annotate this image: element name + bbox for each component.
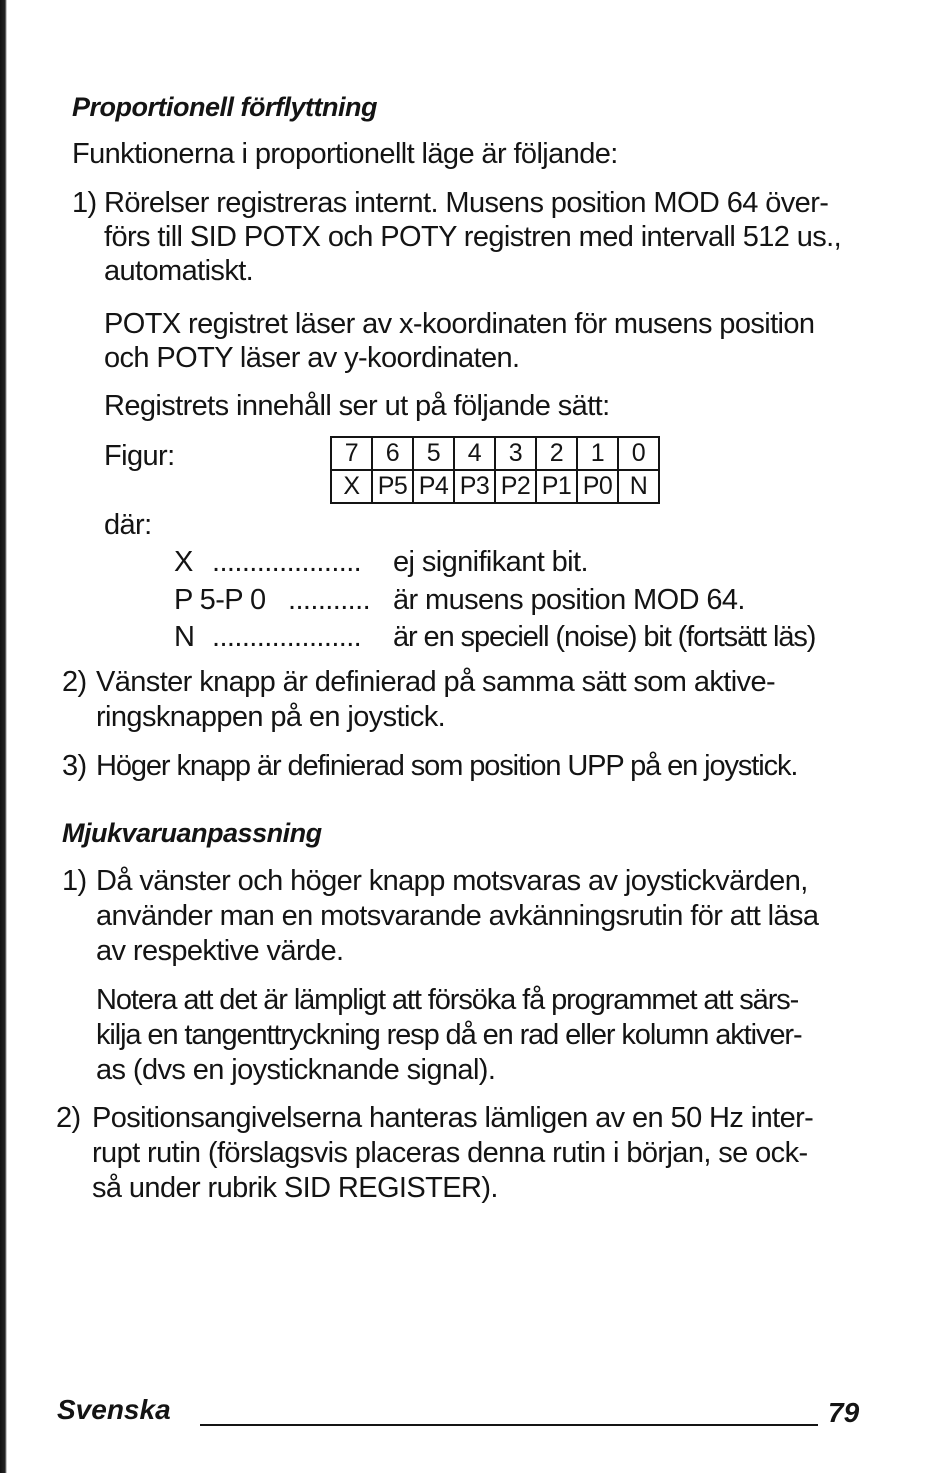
bit-name-cell: P0	[577, 470, 618, 503]
paragraph-line: Notera att det är lämpligt att försöka få programmet att särs-	[96, 984, 799, 1016]
paragraph-line: Höger knapp är definierad som position UPP på en joystick.	[96, 750, 798, 782]
paragraph-line: förs till SID POTX och POTY registren med intervall 512 us.,	[104, 221, 842, 253]
footer-rule	[200, 1424, 818, 1426]
definition-desc: är en speciell (noise) bit (fortsätt läs)	[393, 621, 816, 653]
register-bit-table	[330, 436, 660, 504]
paragraph-line: och POTY läser av y-koordinaten.	[104, 342, 520, 374]
item-number: 1)	[62, 865, 87, 897]
page-number: 79	[828, 1397, 860, 1428]
paragraph-line: Positionsangivelserna hanteras lämligen av en 50 Hz inter-	[92, 1102, 814, 1134]
bit-number-cell: 0	[618, 437, 659, 470]
definition-dots: ....................	[212, 621, 362, 653]
figure-label: Figur:	[104, 440, 175, 472]
paragraph-line: ringsknappen på en joystick.	[96, 701, 446, 733]
bit-name-cell: N	[618, 470, 659, 503]
definition-term: N	[174, 621, 195, 653]
definition-dots: ...........	[288, 584, 371, 616]
footer-language-label: Svenska	[57, 1394, 171, 1425]
paragraph-line: Då vänster och höger knapp motsvaras av joystickvärden,	[96, 865, 808, 897]
intro-text: Funktionerna i proportionellt läge är följande:	[72, 138, 618, 170]
section-heading-software: Mjukvaruanpassning	[62, 818, 322, 848]
where-label: där:	[104, 509, 152, 541]
bit-name-cell: P3	[454, 470, 495, 503]
bit-name-cell: P1	[536, 470, 577, 503]
section-heading-proportional: Proportionell förflyttning	[72, 92, 377, 122]
paragraph-line: as (dvs en joysticknande signal).	[96, 1054, 496, 1086]
paragraph-line: rupt rutin (förslagsvis placeras denna rutin i början, se ock-	[92, 1137, 808, 1169]
bit-number-cell: 7	[331, 437, 372, 470]
paragraph-line: använder man en motsvarande avkänningsrutin för att läsa	[96, 900, 819, 932]
bit-number-cell: 3	[495, 437, 536, 470]
bit-name-cell: P5	[372, 470, 413, 503]
paragraph-line: Vänster knapp är definierad på samma sätt som aktive-	[96, 666, 776, 698]
bit-number-cell: 6	[372, 437, 413, 470]
paragraph-line: POTX registret läser av x-koordinaten för musens position	[104, 308, 815, 340]
paragraph-line: Rörelser registreras internt. Musens position MOD 64 över-	[104, 187, 829, 219]
bit-name-row	[331, 470, 659, 503]
paragraph-line: kilja en tangenttryckning resp då en rad eller kolumn aktiver-	[96, 1019, 802, 1051]
bit-number-row	[331, 437, 659, 470]
item-number: 1)	[72, 187, 97, 219]
bit-number-cell: 5	[413, 437, 454, 470]
bit-number-cell: 1	[577, 437, 618, 470]
item-number: 3)	[62, 750, 87, 782]
bit-name-cell: X	[331, 470, 372, 503]
bit-number-cell: 2	[536, 437, 577, 470]
item-number: 2)	[56, 1102, 81, 1134]
definition-desc: ej signifikant bit.	[393, 546, 588, 578]
bit-number-cell: 4	[454, 437, 495, 470]
bit-name-cell: P2	[495, 470, 536, 503]
item-number: 2)	[62, 666, 87, 698]
bit-name-cell: P4	[413, 470, 454, 503]
paragraph-line: så under rubrik SID REGISTER).	[92, 1172, 498, 1204]
paragraph-line: Registrets innehåll ser ut på följande sätt:	[104, 390, 610, 422]
paragraph-line: automatiskt.	[104, 255, 254, 287]
definition-dots: ....................	[212, 546, 362, 578]
definition-term: X	[174, 546, 193, 578]
paragraph-line: av respektive värde.	[96, 935, 344, 967]
definition-term: P 5-P 0	[174, 584, 266, 616]
definition-desc: är musens position MOD 64.	[393, 584, 745, 616]
